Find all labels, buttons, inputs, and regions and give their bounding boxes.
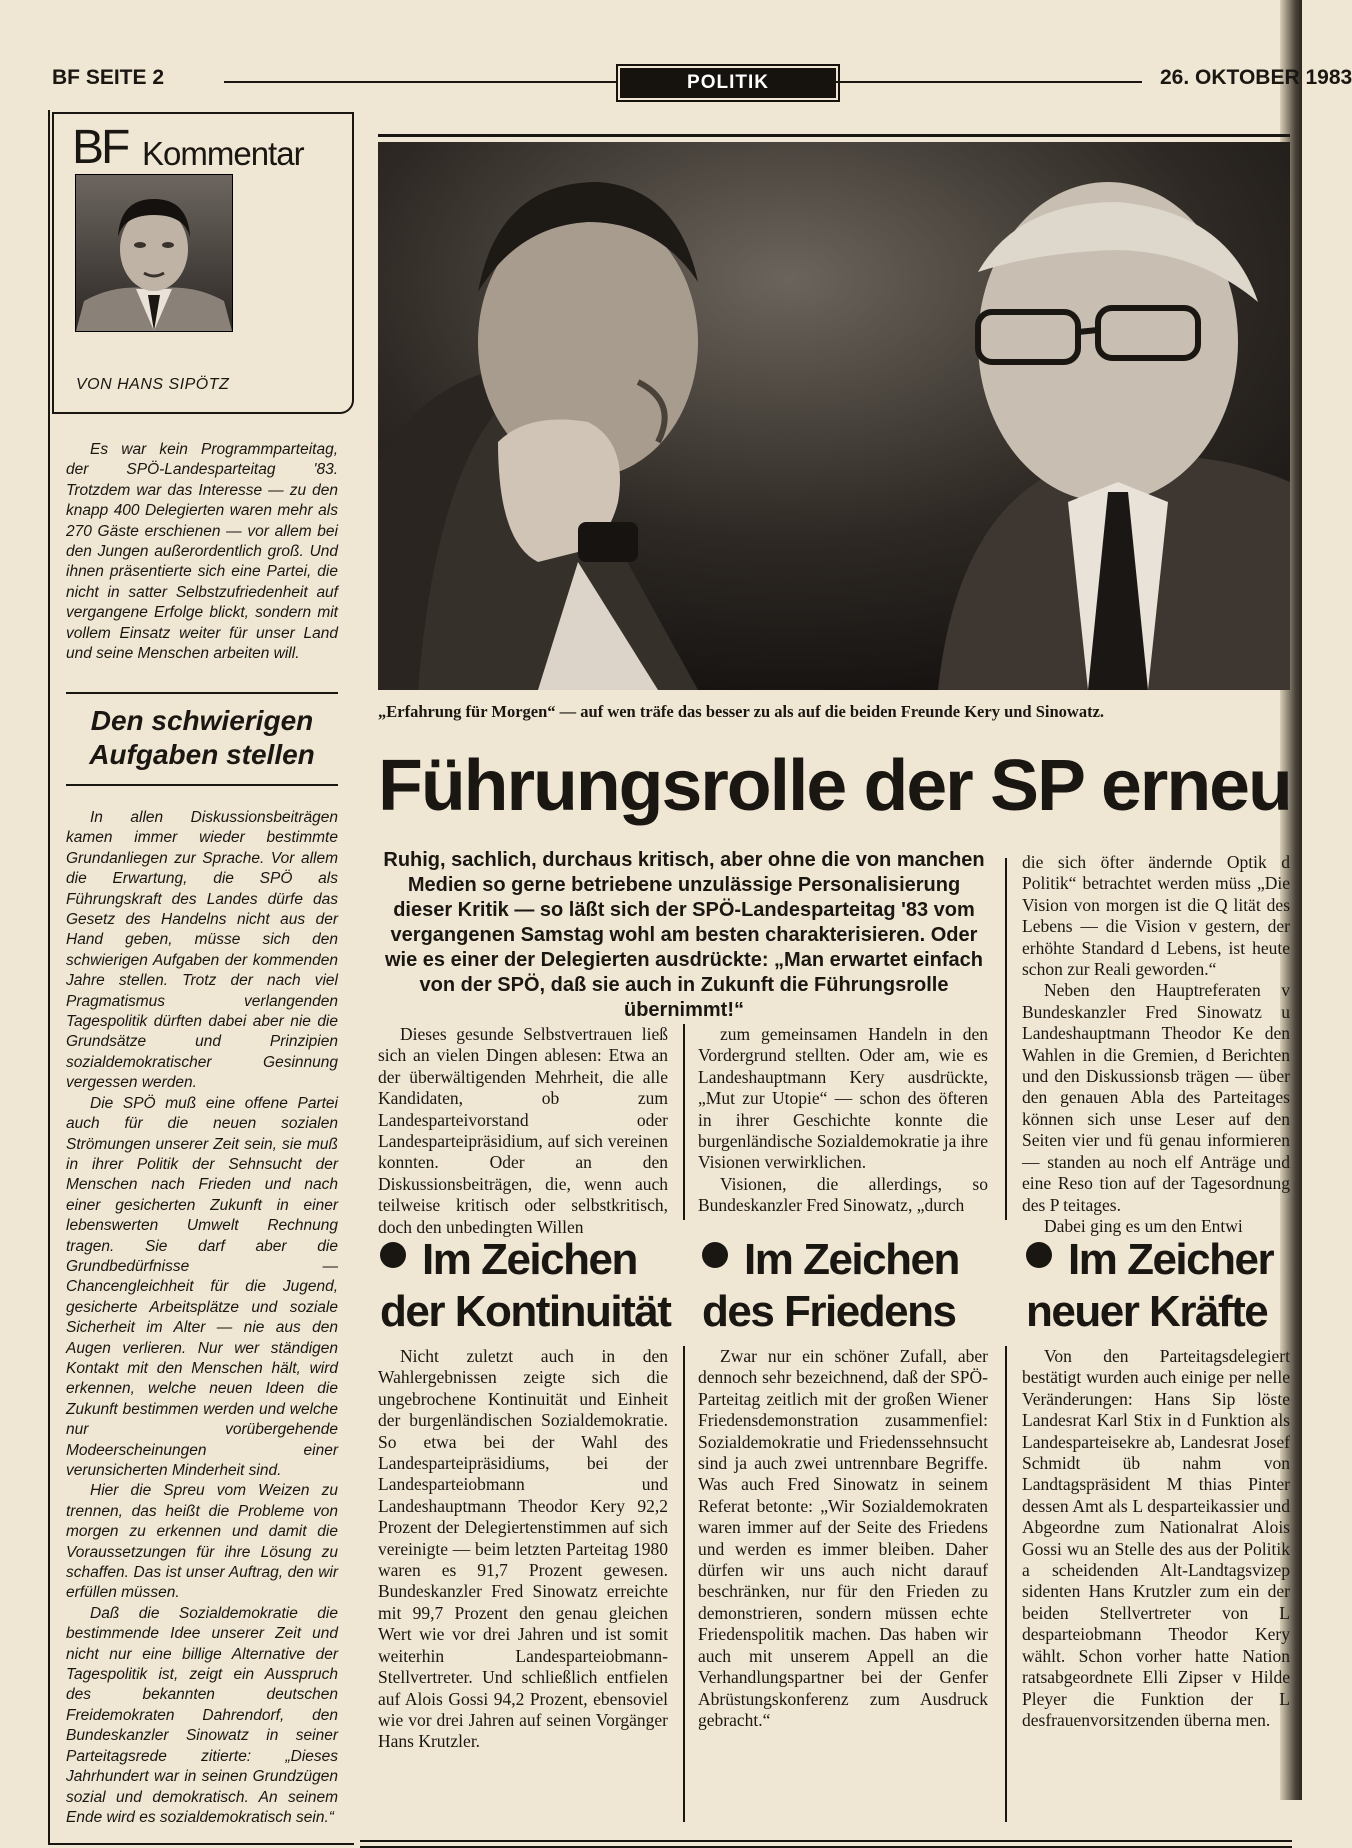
page-header <box>52 60 1352 96</box>
bullet-icon <box>702 1242 728 1268</box>
page-number: BF SEITE 2 <box>52 66 165 89</box>
article-headline: Führungsrolle der SP erneu <box>378 746 1291 826</box>
article-column-2: zum gemeinsamen Handeln in den Vordergrund stellten. Oder am, wie es Landeshauptmann Kery ausdrückte, „Mut zur Utopie“ — schon des öfteren in ihrer Geschichte konnte die burgenländische Sozialdemokratie ja ihre Visionen verwirklichen. Visionen, die allerdings, so Bundeskanzler Fred Sinowatz, „durch <box>698 1024 988 1216</box>
column-rule <box>683 1024 685 1220</box>
section-text-frieden: Zwar nur ein schöner Zufall, aber dennoch sehr bezeichnend, daß der SPÖ-Parteitag zeitlich mit der großen Wiener Friedensdemonstration zusammenfiel: Sozialdemokratie und Friedenssehnsucht sind ja auch zwei untrennbare Begriffe. Was auch Fred Sinowatz in seinem Referat betonte: „Wir Sozialdemokraten waren immer auf der Seite des Friedens und werden es immer bleiben. Daher dürfen wir uns auch nicht darauf beschränken, nur für den Frieden zu demonstrieren, sondern müssen echte Friedenspolitik machen. Das haben wir auch mit unserem Appell an die Verhandlungspartner bei der Genfer Abrüstungskonferenz zum Ausdruck gebracht.“ <box>698 1346 988 1730</box>
photo-top-rule <box>378 134 1290 137</box>
kommentar-intro: Es war kein Programmparteitag, der SPÖ-Landesparteitag '83. Trotzdem war das Interesse — zu den knapp 400 Delegierten waren mehr als 270 Gäste erschienen — vor allem bei den Jungen außerordentlich groß. Und ihnen präsentierte sich eine Partei, die nicht in satter Selbstzufriedenheit auf vergangene Erfolge blickt, sondern mit vollem Einsatz weiter für unser Land und seine Menschen arbeiten will. <box>66 441 338 663</box>
kommentar-title: Kommentar <box>142 135 304 172</box>
kommentar-body <box>66 808 338 1828</box>
bullet-icon <box>380 1242 406 1268</box>
kommentar-brand: BF <box>72 121 128 174</box>
author-portrait <box>75 174 233 332</box>
issue-date: 26. OKTOBER 1983 <box>1160 66 1352 89</box>
kommentar-paragraph: Daß die Sozialdemokratie die bestimmende Idee unserer Zeit und nicht nur eine billige Alternative der Tagespolitik ist, zeigt ein Ausspruch des bekannten deutschen Freidemokraten Dahrendorf, den Bundeskanzler Sinowatz in seiner Parteitagsrede zitierte: „Dieses Jahrhundert war in seinen Grundzügen sozial und demokratisch. An seinem Ende wird es sozialdemokratisch sein.“ <box>66 1604 338 1826</box>
article-column-3: die sich öfter ändernde Optik d Politik“ betrachtet werden müss „Die Vision von morgen ist die Q lität des Lebens — die Vision v gestern, der erhöhte Standard d Lebens, ist heute schon zur Reali geworden.“ Neben den Hauptreferaten v Bundeskanzler Fred Sinowatz u Landeshauptmann Theodor Ke den Wahlen in die Gremien, d Berichten und den Diskussionsb trägen — über den genauen Abla des Parteitages können sich unse Leser auf den Seiten vier und fü genau informieren — standen au noch elf Anträge und eine Reso tion auf der Tagesordnung des P teitages. Dabei ging es um den Entwi <box>1022 852 1290 1236</box>
kommentar-paragraph: In allen Diskussionsbeiträgen kamen immer wieder bestimmte Grundanliegen zur Sprache. Vor allem die Erwartung, die SPÖ als Führungskraft des Landes dürfe das Gesetz des Handelns nicht aus der Hand geben, müsse sich den schwierigen Aufgaben der kommenden Jahre stellen. Trotz der nach viel Pragmatismus verlangenden Tagespolitik dürften dabei aber nie die Grundsätze und Prinzipien sozialdemokratischer Gesinnung vergessen werden. <box>66 809 338 1092</box>
header-rule-right <box>834 81 1142 83</box>
section-label: POLITIK <box>620 68 836 98</box>
section-text-kontinuitaet: Nicht zuletzt auch in den Wahlergebnissen zeigte sich die ungebrochene Kontinuität und Einheit der burgenländischen Sozialdemokratie. So etwa bei der Wahl des Landesparteipräsidiums, bei der Landesparteiobmann und Landeshauptmann Theodor Kery 92,2 Prozent der Delegiertenstimmen auf sich vereinigte — beim letzten Parteitag 1980 waren es 91,7 Prozent gewesen. Bundeskanzler Fred Sinowatz erreichte mit 99,7 Prozent den genau gleichen Wert wie vor drei Jahren und ist somit weiterhin Landesparteiobmann-Stellvertreter. Und schließlich entfielen auf Alois Gossi 94,2 Prozent, ebensoviel wie vor drei Jahren auf seinen Vorgänger Hans Krutzler. <box>378 1346 668 1752</box>
section-heading-kontinuitaet: Im Zeichen der Kontinuität <box>380 1235 671 1336</box>
column-rule <box>1005 1346 1007 1822</box>
section-heading-frieden: Im Zeichen des Friedens <box>702 1235 959 1336</box>
photo-caption: „Erfahrung für Morgen“ — auf wen träfe das besser zu als auf die beiden Freunde Kery und Sinowatz. <box>378 702 1105 721</box>
section-heading-kraefte: Im Zeicher neuer Kräfte <box>1026 1235 1274 1336</box>
author-byline: VON HANS SIPÖTZ <box>76 376 230 393</box>
column-rule <box>1005 858 1007 1220</box>
page-bottom-rule <box>360 1840 1292 1848</box>
header-rule-left <box>224 81 620 83</box>
kommentar-paragraph: Die SPÖ muß eine offene Partei auch für die neuen sozialen Strömungen unserer Zeit sein, sie muß in ihrer Politik der Sehnsucht der Menschen nach Frieden und nach einer gesicherten Zukunft in einer lebenswerten Umwelt Rechnung tragen. Sie darf aber die Grundbedürfnisse — Chancengleichheit für die Jugend, gesicherte Arbeitsplätze und soziale Sicherheit im Alter — nie aus den Augen verlieren. Nur wer ständigen Kontakt mit den Menschen hält, wird erkennen, welche neuen Ideen die Zukunft bestimmen werden und welche nur vorübergehende Modeerscheinungen einer verunsicherten Minderheit sind. <box>66 1094 338 1479</box>
article-lead: Ruhig, sachlich, durchaus kritisch, aber ohne die von manchen Medien so gerne betriebene unzulässige Personalisierung dieser Kritik — so läßt sich der SPÖ-Landesparteitag '83 vom vergangenen Samstag wohl am besten charakterisieren. Oder wie es einer der Delegierten ausdrückte: „Man erwartet einfach von der SPÖ, daß sie auch in Zukunft die Führungsrolle übernimmt!“ <box>383 849 985 1021</box>
bullet-icon <box>1026 1242 1052 1268</box>
news-photo <box>378 142 1290 690</box>
column-rule <box>683 1346 685 1822</box>
article-column-1: Dieses gesunde Selbstvertrauen ließ sich an vielen Dingen ablesen: Etwa an der überwältigenden Mehrheit, die alle Kandidaten, ob zum Landesparteivorstand oder Landesparteipräsidium, auf sich vereinen konnten. Oder an den Diskussionsbeiträgen, die, wenn auch teilweise kritisch oder selbstkritisch, doch den unbedingten Willen <box>378 1024 668 1237</box>
kommentar-subhead: Den schwierigen Aufgaben stellen <box>66 692 338 786</box>
section-text-kraefte: Von den Parteitagsdelegiert bestätigt wurden auch einige per nelle Veränderungen: Hans Sip löste Landesrat Karl Stix in d Funktion als Landesparteisekre ab, Landesrat Josef Schmidt üb nahm von Landtagspräsident M thias Pinter dessen Amt als L desparteikassier und Abgeordne zum Nationalrat Alois Gossi wu an Stelle des aus der Politik a scheidenden Alt-Landtagsvizep sidenten Hans Krutzler zum ein der beiden Stellvertreter von L desparteiobmann Theodor Kery wählt. Schon vorher hatte Nation ratsabgeordnete Elli Zipser v Hilde Pleyer die Funktion der L desfrauenvorsitzenden überna men. <box>1022 1346 1290 1730</box>
kommentar-paragraph: Hier die Spreu vom Weizen zu trennen, das heißt die Probleme von morgen zu erkennen und damit die Voraussetzungen für ihre Lösung zu schaffen. Das ist unser Auftrag, den wir erfüllen müssen. <box>66 1482 338 1602</box>
kommentar-box <box>52 112 354 414</box>
left-column-bottom-rule <box>48 1843 354 1845</box>
